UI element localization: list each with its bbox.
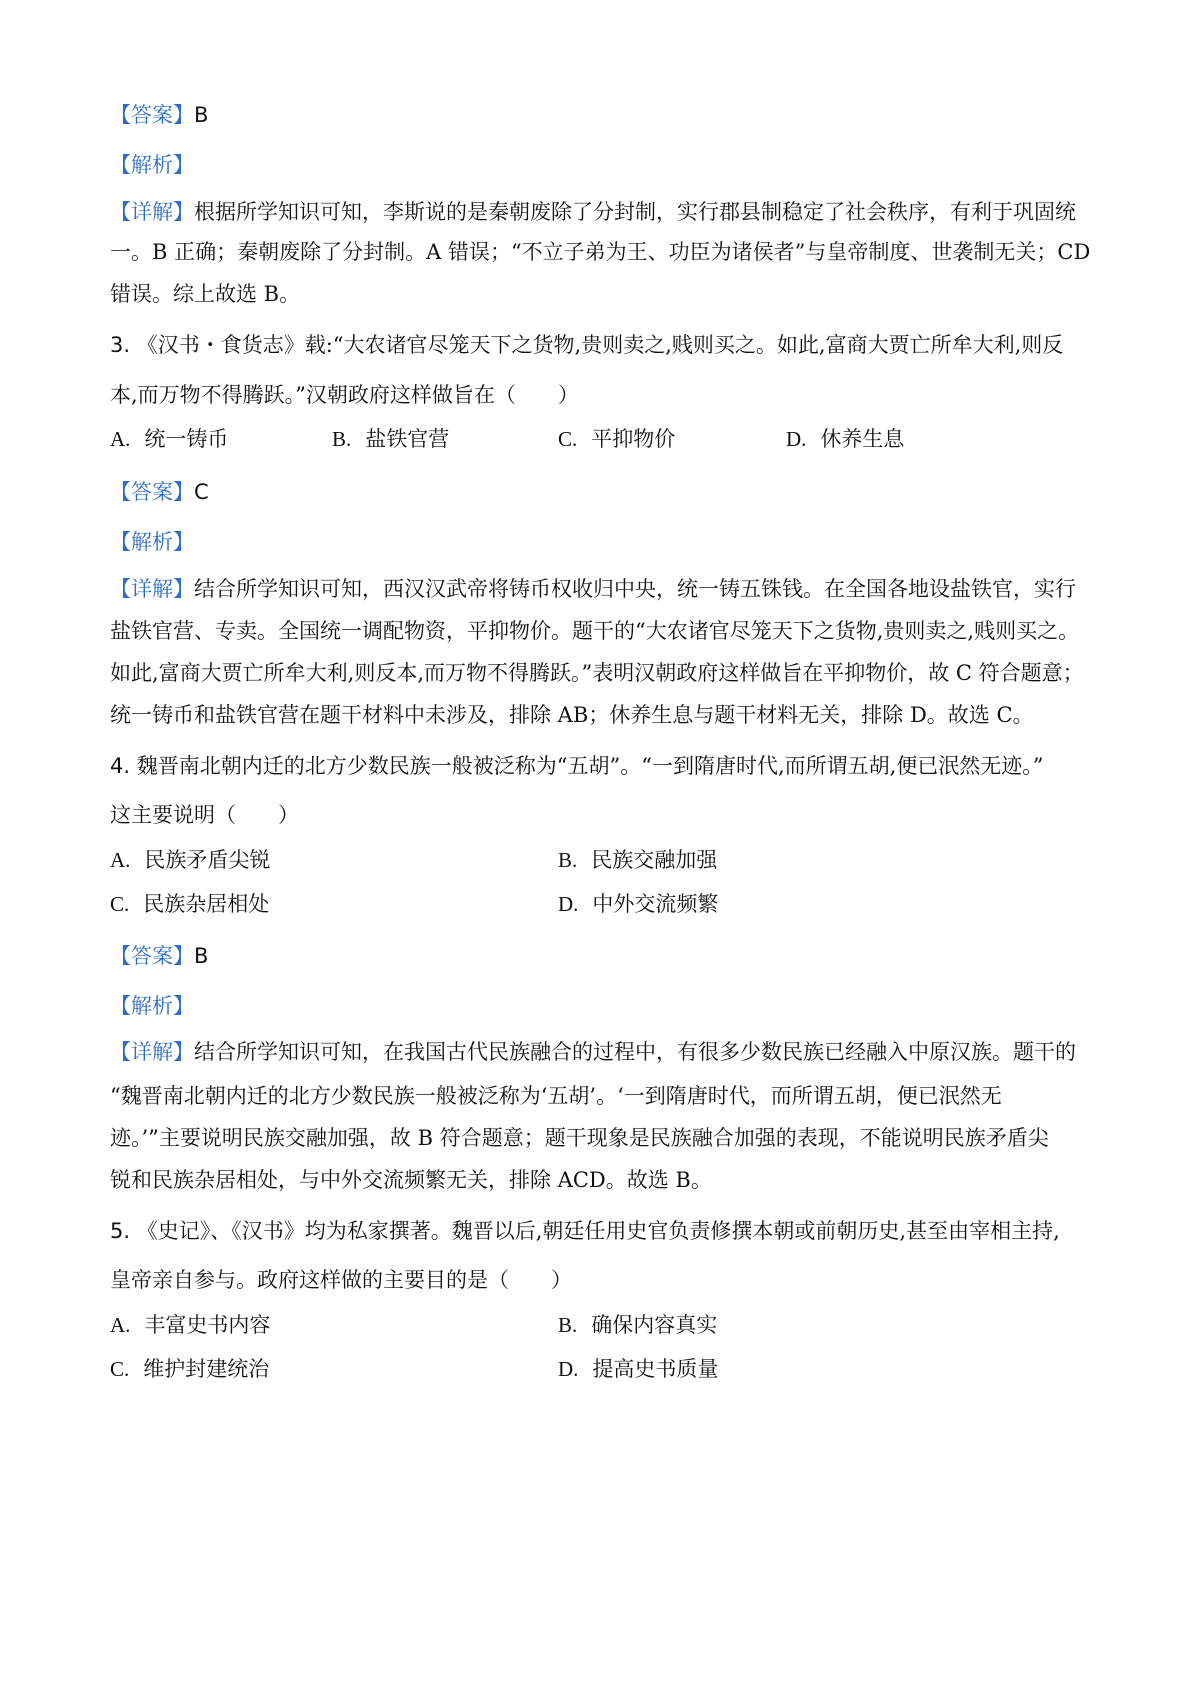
question-stem (110, 751, 1110, 781)
question-text: 《汉书・食货志》载:“大农诸官尽笼天下之货物,贵则卖之,贱则买之。如此,富商大贾亡所牟大利,则反 (136, 333, 1064, 357)
question-stem-cont: 皇帝亲自参与。政府这样做的主要目的是（ ） (110, 1268, 572, 1292)
detail-line (110, 197, 1110, 227)
option-letter: C. (110, 1357, 130, 1381)
detail-tag: 【详解】 (110, 577, 194, 601)
detail-line: 迹。’”主要说明民族交融加强，故 B 符合题意；题干现象是民族融合加强的表现，不能说明民族矛盾尖 (110, 1126, 1049, 1150)
option-text: 确保内容真实 (591, 1313, 718, 1337)
option-b[interactable] (332, 424, 449, 454)
detail-text: 结合所学知识可知，西汉汉武帝将铸币权收归中央，统一铸五铢钱。在全国各地设盐铁官，实行 (194, 577, 1076, 601)
analysis-line (110, 150, 1110, 180)
option-letter: A. (110, 848, 131, 872)
question-stem-cont: 这主要说明（ ） (110, 803, 299, 827)
detail-line: 一。B 正确；秦朝废除了分封制。A 错误；“不立子弟为王、功臣为诸侯者”与皇帝制度、世袭制无关；CD (110, 240, 1091, 264)
option-d[interactable] (558, 1354, 718, 1384)
option-letter: C. (558, 427, 578, 451)
option-d[interactable] (786, 424, 904, 454)
option-text: 维护封建统治 (143, 1357, 270, 1381)
option-letter: D. (558, 892, 579, 916)
analysis-line (110, 527, 1110, 557)
option-text: 民族交融加强 (591, 848, 718, 872)
detail-line: 如此,富商大贾亡所牟大利,则反本,而万物不得腾跃。”表明汉朝政府这样做旨在平抑物价，故 C 符合题意； (110, 661, 1084, 685)
option-text: 休养生息 (820, 427, 905, 451)
answer-line (110, 477, 1110, 507)
answer-tag: 【答案】 (110, 103, 194, 127)
option-text: 民族矛盾尖锐 (144, 848, 271, 872)
option-letter: C. (110, 892, 130, 916)
question-number: 5. (110, 1219, 131, 1243)
detail-tag: 【详解】 (110, 200, 194, 224)
detail-text: 结合所学知识可知，在我国古代民族融合的过程中，有很多少数民族已经融入中原汉族。题干的 (194, 1040, 1076, 1064)
option-text: 丰富史书内容 (144, 1313, 271, 1337)
detail-line (110, 574, 1110, 604)
detail-line (110, 1037, 1110, 1067)
option-d[interactable] (558, 889, 718, 919)
option-a[interactable] (110, 424, 228, 454)
answer-tag: 【答案】 (110, 480, 194, 504)
option-letter: A. (110, 427, 131, 451)
question-stem (110, 330, 1110, 360)
question-stem (110, 1216, 1110, 1246)
option-letter: B. (558, 1313, 578, 1337)
detail-tag: 【详解】 (110, 1040, 194, 1064)
detail-line: 错误。综上故选 B。 (110, 282, 301, 306)
option-c[interactable] (110, 889, 269, 919)
option-letter: B. (332, 427, 352, 451)
answer-line (110, 100, 1110, 130)
option-text: 盐铁官营 (365, 427, 450, 451)
question-text: 《史记》、《汉书》均为私家撰著。魏晋以后,朝廷任用史官负责修撰本朝或前朝历史,甚至由宰相主持, (136, 1219, 1060, 1243)
option-a[interactable] (110, 1310, 270, 1340)
option-text: 统一铸币 (144, 427, 229, 451)
option-text: 平抑物价 (591, 427, 676, 451)
question-text: 魏晋南北朝内迁的北方少数民族一般被泛称为“五胡”。“一到隋唐时代,而所谓五胡,便已泯然无迹。” (136, 754, 1044, 778)
question-number: 4. (110, 754, 131, 778)
option-letter: D. (558, 1357, 579, 1381)
detail-line: 锐和民族杂居相处，与中外交流频繁无关，排除 ACD。故选 B。 (110, 1168, 712, 1192)
answer-value: B (194, 103, 209, 127)
analysis-tag: 【解析】 (110, 153, 194, 177)
option-text: 提高史书质量 (592, 1357, 719, 1381)
option-text: 中外交流频繁 (592, 892, 719, 916)
detail-line: 统一铸币和盐铁官营在题干材料中未涉及，排除 AB；休养生息与题干材料无关，排除 D。故选 C。 (110, 703, 1034, 727)
analysis-tag: 【解析】 (110, 994, 194, 1018)
analysis-tag: 【解析】 (110, 530, 194, 554)
answer-tag: 【答案】 (110, 944, 194, 968)
question-number: 3. (110, 333, 131, 357)
answer-value: B (194, 944, 209, 968)
detail-line: “魏晋南北朝内迁的北方少数民族一般被泛称为‘五胡’。‘一到隋唐时代，而所谓五胡，便已泯然无 (110, 1084, 1002, 1108)
option-letter: D. (786, 427, 807, 451)
detail-text: 根据所学知识可知，李斯说的是秦朝废除了分封制，实行郡县制稳定了社会秩序，有利于巩固统 (194, 200, 1076, 224)
option-c[interactable] (558, 424, 675, 454)
detail-line: 盐铁官营、专卖。全国统一调配物资，平抑物价。题干的“大农诸官尽笼天下之货物,贵则卖之,贱则买之。 (110, 619, 1080, 643)
answer-value: C (194, 480, 209, 504)
option-c[interactable] (110, 1354, 269, 1384)
option-text: 民族杂居相处 (143, 892, 270, 916)
option-a[interactable] (110, 845, 270, 875)
option-b[interactable] (558, 845, 717, 875)
option-letter: A. (110, 1313, 131, 1337)
option-letter: B. (558, 848, 578, 872)
analysis-line (110, 991, 1110, 1021)
answer-line (110, 941, 1110, 971)
option-b[interactable] (558, 1310, 717, 1340)
question-stem-cont: 本,而万物不得腾跃。”汉朝政府这样做旨在（ ） (110, 383, 579, 407)
